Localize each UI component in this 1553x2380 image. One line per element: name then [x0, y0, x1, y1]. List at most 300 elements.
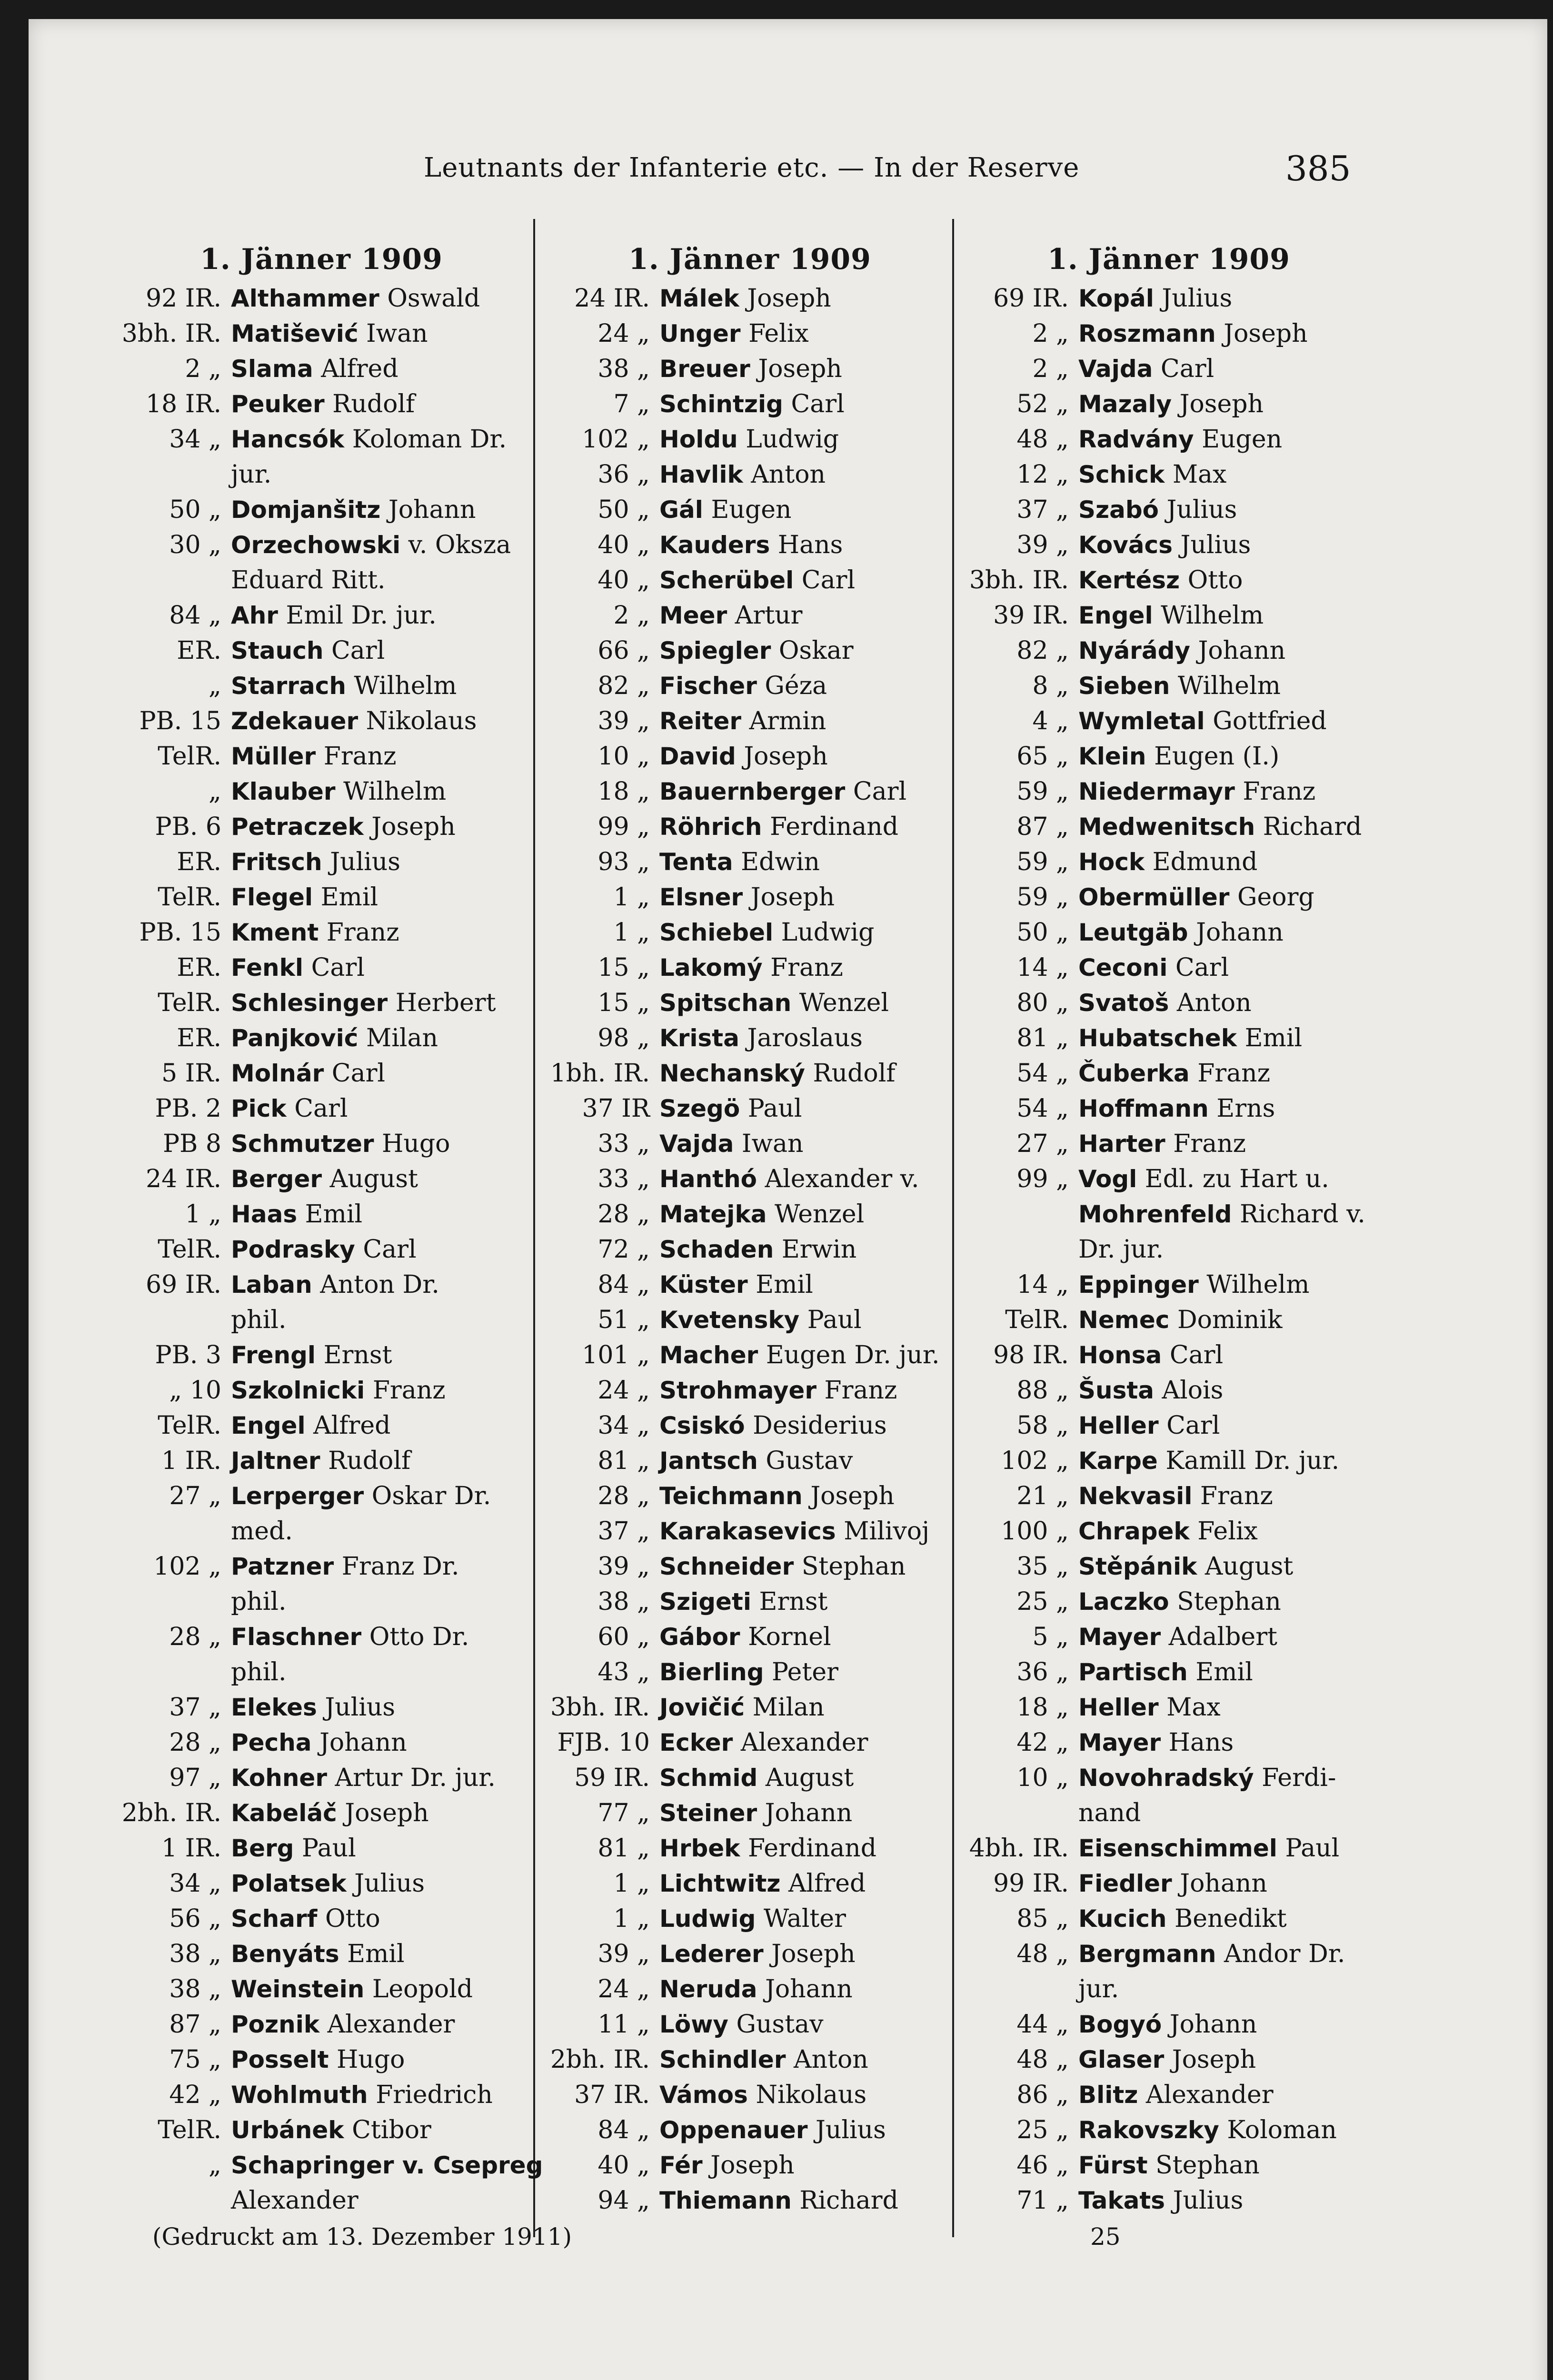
list-item	[112, 985, 531, 1021]
regiment-code: 51 „	[597, 1306, 650, 1334]
given-name: Joseph	[710, 2151, 795, 2180]
given-name: Gottfried	[1213, 707, 1327, 735]
officer-name	[659, 1760, 959, 1795]
surname: Slama	[231, 355, 313, 383]
given-name: Wenzel	[799, 989, 889, 1017]
surname: Medwenitsch	[1078, 813, 1255, 841]
given-name: Julius	[1166, 496, 1237, 524]
given-name: jur.	[231, 460, 272, 489]
officer-name	[659, 1831, 959, 1866]
surname: Engel	[231, 1412, 306, 1439]
list-item	[112, 1373, 531, 1408]
list-item	[540, 880, 959, 915]
officer-name	[1078, 1760, 1378, 1795]
regiment-code: ER.	[177, 953, 221, 982]
surname: Lichtwitz	[659, 1870, 781, 1897]
regiment-code: 75 „	[169, 2045, 221, 2074]
regiment-code: 1 IR.	[161, 1834, 221, 1863]
surname: Gábor	[659, 1623, 740, 1651]
officer-name	[1078, 2077, 1378, 2112]
list-item	[959, 351, 1378, 387]
regiment-code: 50 „	[169, 496, 221, 524]
officer-name	[659, 809, 959, 844]
given-name: Paul	[807, 1306, 862, 1334]
surname: Neruda	[659, 1975, 757, 2003]
officer-name	[1078, 1302, 1378, 1338]
surname: Engel	[1078, 602, 1153, 629]
surname: Šusta	[1078, 1377, 1155, 1404]
officer-name	[231, 1197, 531, 1232]
regiment-code: 36 „	[597, 460, 650, 489]
surname: Hock	[1078, 848, 1145, 876]
regiment-code: 37 IR	[582, 1094, 650, 1123]
given-name: Johann	[1169, 2010, 1257, 2039]
column-heading: 1. Jänner 1909	[200, 243, 443, 276]
officer-name	[659, 316, 959, 351]
given-name: Edl. zu Hart u.	[1145, 1165, 1329, 1193]
list-item	[959, 1302, 1378, 1338]
list-item	[112, 1655, 531, 1690]
regiment-code: 100 „	[1001, 1517, 1069, 1546]
officer-name	[231, 809, 531, 844]
regiment-code: 2 „	[1032, 319, 1069, 348]
officer-name	[659, 844, 959, 880]
given-name: Carl	[331, 636, 385, 665]
regiment-code: 25 „	[1016, 2116, 1069, 2144]
list-item	[959, 2042, 1378, 2077]
given-name: Joseph	[1224, 319, 1308, 348]
list-item	[112, 2007, 531, 2042]
given-name: Rudolf	[328, 1447, 411, 1475]
surname: Vogl	[1078, 1165, 1137, 1193]
officer-name	[659, 351, 959, 387]
surname: Orzechowski	[231, 531, 401, 559]
list-item	[112, 1478, 531, 1514]
list-item	[540, 1408, 959, 1443]
officer-name	[1078, 2112, 1378, 2148]
officer-name	[1078, 1373, 1378, 1408]
regiment-code: 84 „	[597, 2116, 650, 2144]
officer-name	[1078, 316, 1378, 351]
list-item	[959, 633, 1378, 668]
officer-name	[231, 704, 531, 739]
surname: Althammer	[231, 285, 379, 312]
officer-name	[1078, 2148, 1378, 2183]
surname: Fürst	[1078, 2152, 1148, 2179]
surname: Schindler	[659, 2046, 786, 2073]
officer-name	[1078, 1584, 1378, 1619]
officer-name	[231, 633, 531, 668]
given-name: Johann	[1196, 918, 1284, 947]
surname: Vámos	[659, 2081, 748, 2109]
regiment-code: 36 „	[1016, 1658, 1069, 1686]
regiment-code: 24 IR.	[146, 1165, 221, 1193]
given-name: Julius	[330, 848, 400, 876]
given-name: Ludwig	[781, 918, 875, 947]
column-2	[540, 238, 959, 2218]
officer-name	[231, 492, 531, 527]
officer-name	[231, 387, 531, 422]
regiment-code: 10 „	[1016, 1764, 1069, 1792]
given-name: Carl	[1175, 953, 1229, 982]
given-name: Johann	[1180, 1869, 1267, 1898]
officer-name	[659, 1690, 959, 1725]
list-item	[959, 1267, 1378, 1302]
regiment-code: „	[209, 672, 221, 700]
given-name: Iwan	[366, 319, 428, 348]
officer-name	[231, 1725, 531, 1760]
officer-name	[659, 1091, 959, 1126]
surname: Peuker	[231, 390, 325, 418]
given-name: Joseph	[747, 284, 831, 313]
officer-name	[659, 1866, 959, 1901]
regiment-code: 34 „	[597, 1411, 650, 1440]
surname: Karakasevics	[659, 1517, 836, 1545]
officer-name	[231, 1443, 531, 1478]
surname: Bauernberger	[659, 778, 846, 805]
regiment-code: TelR.	[1005, 1306, 1069, 1334]
list-item	[112, 2112, 531, 2148]
regiment-code: 87 „	[169, 2010, 221, 2039]
given-name: Richard	[799, 2186, 898, 2215]
surname: Nyárády	[1078, 637, 1190, 664]
officer-name	[1078, 422, 1378, 457]
surname: Pick	[231, 1095, 287, 1122]
list-item	[959, 1338, 1378, 1373]
print-date: (Gedruckt am 13. Dezember 1911)	[152, 2223, 572, 2251]
given-name: Alexander	[231, 2186, 358, 2215]
officer-name	[1078, 2183, 1378, 2218]
given-name: Wilhelm	[343, 777, 447, 806]
regiment-code: FJB. 10	[557, 1728, 650, 1757]
list-item	[540, 809, 959, 844]
given-name: Dr. jur.	[1078, 1235, 1164, 1264]
officer-name	[231, 563, 531, 598]
surname: Strohmayer	[659, 1377, 816, 1404]
officer-name	[231, 774, 531, 809]
given-name: Emil	[1195, 1658, 1253, 1686]
officer-name	[231, 739, 531, 774]
given-name: Andor Dr.	[1224, 1940, 1345, 1968]
regiment-code: 39 „	[597, 1552, 650, 1581]
regiment-code: 34 „	[169, 1869, 221, 1898]
surname: Weinstein	[231, 1975, 365, 2003]
regiment-code: PB. 15	[139, 707, 221, 735]
surname: Havlik	[659, 461, 743, 488]
officer-name	[659, 2077, 959, 2112]
given-name: Eduard Ritt.	[231, 566, 386, 595]
given-name: Julius	[816, 2116, 886, 2144]
surname: Panjković	[231, 1024, 358, 1052]
given-name: Wilhelm	[1161, 601, 1264, 630]
given-name: Eugen	[711, 496, 792, 524]
surname: Roszmann	[1078, 320, 1216, 347]
officer-name	[231, 2183, 531, 2218]
officer-name	[231, 457, 531, 492]
officer-name	[1078, 985, 1378, 1021]
given-name: Franz	[1173, 1130, 1246, 1158]
given-name: Joseph	[345, 1799, 429, 1827]
list-item	[540, 633, 959, 668]
officer-name	[659, 457, 959, 492]
surname: Podrasky	[231, 1236, 355, 1263]
given-name: Nikolaus	[756, 2081, 867, 2109]
list-item	[540, 1725, 959, 1760]
list-item	[540, 1972, 959, 2007]
surname: Starrach	[231, 672, 346, 700]
regiment-code: 69 IR.	[146, 1270, 221, 1299]
given-name: Artur Dr. jur.	[335, 1764, 496, 1792]
regiment-code: 58 „	[1016, 1411, 1069, 1440]
regiment-code: PB. 15	[139, 918, 221, 947]
officer-name	[659, 2042, 959, 2077]
list-item	[959, 316, 1378, 351]
given-name: Hans	[1168, 1728, 1234, 1757]
regiment-code: 15 „	[597, 989, 650, 1017]
officer-name	[659, 633, 959, 668]
officer-name	[231, 2112, 531, 2148]
surname: Szigeti	[659, 1588, 751, 1616]
list-item	[112, 1549, 531, 1584]
list-item	[112, 809, 531, 844]
list-item	[959, 598, 1378, 633]
officer-name	[1078, 1549, 1378, 1584]
list-item	[959, 527, 1378, 563]
regiment-code: 39 IR.	[993, 601, 1069, 630]
officer-name	[659, 1197, 959, 1232]
given-name: Gustav	[766, 1447, 853, 1475]
given-name: Paul	[747, 1094, 802, 1123]
given-name: Richard v.	[1240, 1200, 1365, 1229]
surname: Teichmann	[659, 1482, 803, 1510]
given-name: Wilhelm	[1177, 672, 1281, 700]
list-item	[112, 1514, 531, 1549]
officer-name	[659, 1443, 959, 1478]
surname: Čuberka	[1078, 1060, 1190, 1087]
regiment-code: 4bh. IR.	[969, 1834, 1069, 1863]
officer-name	[659, 1478, 959, 1514]
given-name: Julius	[354, 1869, 425, 1898]
given-name: Alois	[1162, 1376, 1224, 1405]
regiment-code: 4 „	[1032, 707, 1069, 735]
surname: Tenta	[659, 848, 733, 876]
surname: Bergmann	[1078, 1940, 1216, 1968]
regiment-code: 43 „	[597, 1658, 650, 1686]
list-item	[540, 704, 959, 739]
officer-name	[659, 1514, 959, 1549]
regiment-code: 2bh. IR.	[121, 1799, 221, 1827]
given-name: Paul	[302, 1834, 356, 1863]
list-item	[959, 915, 1378, 950]
regiment-code: 14 „	[1016, 953, 1069, 982]
regiment-code: ER.	[177, 1024, 221, 1052]
officer-name	[659, 1972, 959, 2007]
list-item	[959, 1373, 1378, 1408]
list-item	[112, 1690, 531, 1725]
list-item	[112, 563, 531, 598]
list-item	[959, 457, 1378, 492]
given-name: Carl	[363, 1235, 417, 1264]
given-name: Milan	[366, 1024, 438, 1052]
list-item	[959, 1584, 1378, 1619]
list-item	[112, 527, 531, 563]
list-item	[112, 457, 531, 492]
given-name: August	[329, 1165, 418, 1193]
list-item	[959, 1478, 1378, 1514]
regiment-code: 87 „	[1016, 813, 1069, 841]
list-item	[540, 1478, 959, 1514]
surname: Bogyó	[1078, 2011, 1162, 2038]
given-name: Emil	[756, 1270, 813, 1299]
officer-name	[231, 422, 531, 457]
regiment-code: 38 „	[169, 1975, 221, 2003]
given-name: Johann	[388, 496, 476, 524]
regiment-code: 25 „	[1016, 1587, 1069, 1616]
regiment-code: 1 „	[613, 1904, 650, 1933]
officer-name	[1078, 1091, 1378, 1126]
regiment-code: 3bh. IR.	[121, 319, 221, 348]
surname: Schick	[1078, 461, 1165, 488]
officer-name	[1078, 1232, 1378, 1267]
list-item	[959, 387, 1378, 422]
regiment-code: 38 „	[597, 355, 650, 383]
surname: Kucich	[1078, 1905, 1167, 1933]
page-number: 385	[1285, 149, 1351, 188]
list-item	[112, 1725, 531, 1760]
list-item	[540, 2148, 959, 2183]
officer-name	[659, 1267, 959, 1302]
regiment-code: ER.	[177, 636, 221, 665]
officer-name	[1078, 492, 1378, 527]
officer-name	[1078, 1972, 1378, 2007]
list-item	[540, 1549, 959, 1584]
surname: Kvetensky	[659, 1306, 800, 1334]
list-item	[959, 2007, 1378, 2042]
surname: Svatoš	[1078, 989, 1169, 1017]
regiment-code: 40 „	[597, 531, 650, 559]
surname: Molnár	[231, 1060, 324, 1087]
surname: Laczko	[1078, 1588, 1169, 1616]
officer-name	[231, 1338, 531, 1373]
officer-name	[231, 2007, 531, 2042]
regiment-code: „ 10	[169, 1376, 221, 1405]
given-name: Edmund	[1152, 848, 1258, 876]
given-name: Anton	[751, 460, 826, 489]
officer-name	[659, 598, 959, 633]
surname: Hubatschek	[1078, 1024, 1237, 1052]
given-name: phil.	[231, 1658, 287, 1686]
officer-name	[659, 704, 959, 739]
officer-name	[231, 2148, 543, 2183]
officer-name	[1078, 563, 1378, 598]
given-name: Alfred	[321, 355, 398, 383]
list-item	[959, 2183, 1378, 2218]
given-name: Jaroslaus	[747, 1024, 863, 1052]
given-name: Kamill Dr. jur.	[1165, 1447, 1340, 1475]
regiment-code: TelR.	[158, 1411, 221, 1440]
regiment-code: 1 „	[613, 918, 650, 947]
surname: Vajda	[659, 1130, 734, 1158]
regiment-code: 8 „	[1032, 672, 1069, 700]
list-item	[112, 1021, 531, 1056]
column-3	[959, 238, 1378, 2218]
surname: Küster	[659, 1271, 748, 1299]
list-item	[112, 422, 531, 457]
list-item	[959, 1690, 1378, 1725]
list-item	[112, 1091, 531, 1126]
officer-name	[231, 316, 531, 351]
officer-name	[1078, 457, 1378, 492]
officer-name	[659, 950, 959, 985]
officer-name	[231, 1056, 531, 1091]
officer-name	[659, 2007, 959, 2042]
surname: Schiebel	[659, 919, 774, 946]
list-item	[112, 316, 531, 351]
list-item	[959, 985, 1378, 1021]
given-name: Nikolaus	[366, 707, 477, 735]
officer-name	[659, 1021, 959, 1056]
officer-name	[659, 1936, 959, 1972]
given-name: Carl	[1166, 1411, 1220, 1440]
surname: Szkolnicki	[231, 1377, 365, 1404]
list-item	[112, 2077, 531, 2112]
regiment-code: 35 „	[1016, 1552, 1069, 1581]
given-name: Anton Dr.	[320, 1270, 439, 1299]
officer-name	[1078, 739, 1378, 774]
given-name: Franz	[1243, 777, 1316, 806]
given-name: Joseph	[1179, 390, 1264, 418]
list-item	[540, 527, 959, 563]
given-name: August	[1205, 1552, 1294, 1581]
given-name: Milan	[752, 1693, 825, 1722]
surname: Schmutzer	[231, 1130, 374, 1158]
regiment-code: PB 8	[163, 1130, 221, 1158]
given-name: Carl	[853, 777, 907, 806]
regiment-code: 98 „	[597, 1024, 650, 1052]
given-name: Iwan	[741, 1130, 804, 1158]
officer-name	[1078, 844, 1378, 880]
regiment-code: 101 „	[582, 1341, 650, 1369]
running-header	[29, 149, 1547, 190]
list-item	[959, 950, 1378, 985]
given-name: Franz	[770, 953, 843, 982]
list-item	[540, 1232, 959, 1267]
officer-name	[659, 915, 959, 950]
surname: Mayer	[1078, 1729, 1161, 1756]
surname: Lakomý	[659, 954, 763, 982]
given-name: Franz	[824, 1376, 897, 1405]
list-item	[959, 2112, 1378, 2148]
list-item	[540, 739, 959, 774]
surname: Wohlmuth	[231, 2081, 368, 2109]
given-name: Alfred	[788, 1869, 866, 1898]
list-item	[959, 422, 1378, 457]
officer-name	[659, 2112, 959, 2148]
list-item	[959, 1161, 1378, 1197]
surname: David	[659, 743, 736, 770]
entry-list	[540, 281, 959, 2218]
page	[29, 19, 1547, 2380]
list-item	[959, 1901, 1378, 1936]
given-name: Ctibor	[352, 2116, 431, 2144]
list-item	[959, 1443, 1378, 1478]
given-name: Felix	[1197, 1517, 1258, 1546]
list-item	[540, 1901, 959, 1936]
officer-name	[1078, 2042, 1378, 2077]
officer-name	[1078, 1725, 1378, 1760]
officer-name	[231, 1514, 531, 1549]
column-1	[112, 238, 543, 2218]
